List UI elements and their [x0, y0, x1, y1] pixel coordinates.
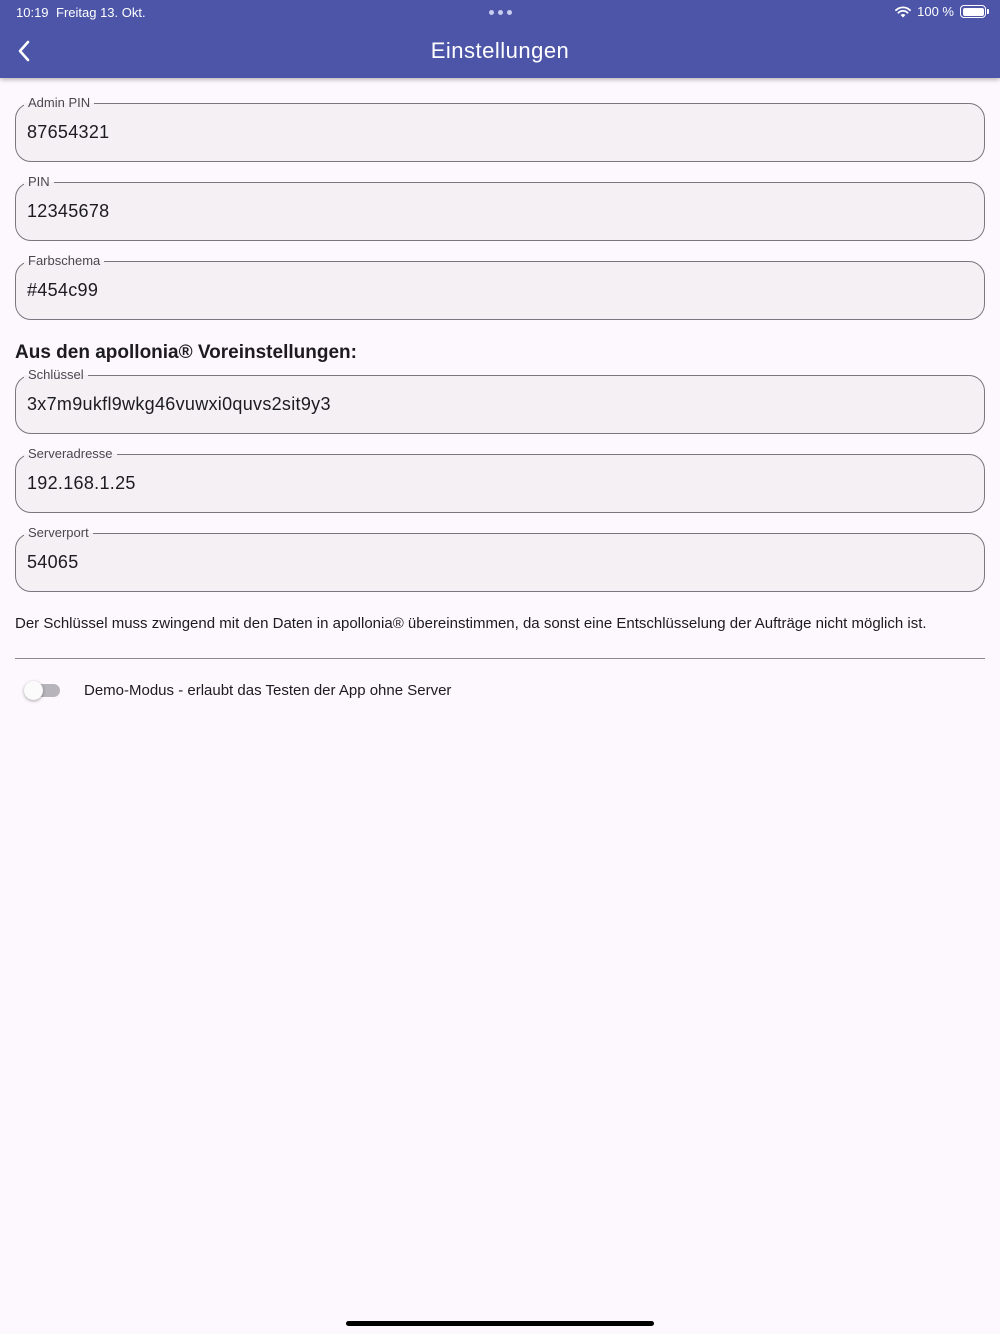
- divider: [15, 658, 985, 659]
- color-scheme-input[interactable]: #454c99: [27, 280, 99, 300]
- key-info-text: Der Schlüssel muss zwingend mit den Daten in apollonia® übereinstimmen, da sonst eine Entschlüsselung der Aufträge nicht möglich ist.: [15, 615, 927, 632]
- key-field[interactable]: [15, 367, 985, 434]
- status-time: 10:19: [16, 5, 49, 20]
- pin-input[interactable]: 12345678: [27, 201, 110, 221]
- status-date: Freitag 13. Okt.: [56, 5, 146, 20]
- app-header: [0, 0, 1000, 78]
- admin-pin-input[interactable]: 87654321: [27, 122, 110, 142]
- home-indicator[interactable]: [346, 1321, 654, 1326]
- server-address-input[interactable]: 192.168.1.25: [27, 473, 136, 493]
- battery-icon: [960, 5, 986, 18]
- server-port-input[interactable]: 54065: [27, 552, 79, 572]
- server-port-label: Serverport: [24, 524, 93, 542]
- server-port-field[interactable]: [15, 525, 985, 592]
- page-title: Einstellungen: [430, 38, 570, 63]
- presets-heading: Aus den apollonia® Voreinstellungen:: [15, 342, 357, 363]
- color-scheme-label: Farbschema: [24, 252, 104, 270]
- color-scheme-field[interactable]: [15, 253, 985, 320]
- key-label: Schlüssel: [24, 366, 88, 384]
- admin-pin-field[interactable]: [15, 95, 985, 162]
- pin-field[interactable]: [15, 174, 985, 241]
- admin-pin-label: Admin PIN: [24, 94, 94, 112]
- status-right: [895, 4, 986, 19]
- demo-mode-row[interactable]: [22, 678, 451, 702]
- server-address-field[interactable]: [15, 446, 985, 513]
- server-address-label: Serveradresse: [24, 445, 117, 463]
- toggle-thumb: [24, 681, 43, 700]
- pin-label: PIN: [24, 173, 54, 191]
- demo-mode-label: Demo-Modus - erlaubt das Testen der App ohne Server: [84, 681, 452, 699]
- demo-mode-toggle[interactable]: [22, 678, 62, 702]
- key-input[interactable]: 3x7m9ukfl9wkg46vuwxi0quvs2sit9y3: [27, 394, 331, 414]
- wifi-icon: [895, 6, 911, 18]
- multitasking-dots-icon[interactable]: [489, 10, 512, 15]
- battery-percent: 100 %: [917, 4, 954, 19]
